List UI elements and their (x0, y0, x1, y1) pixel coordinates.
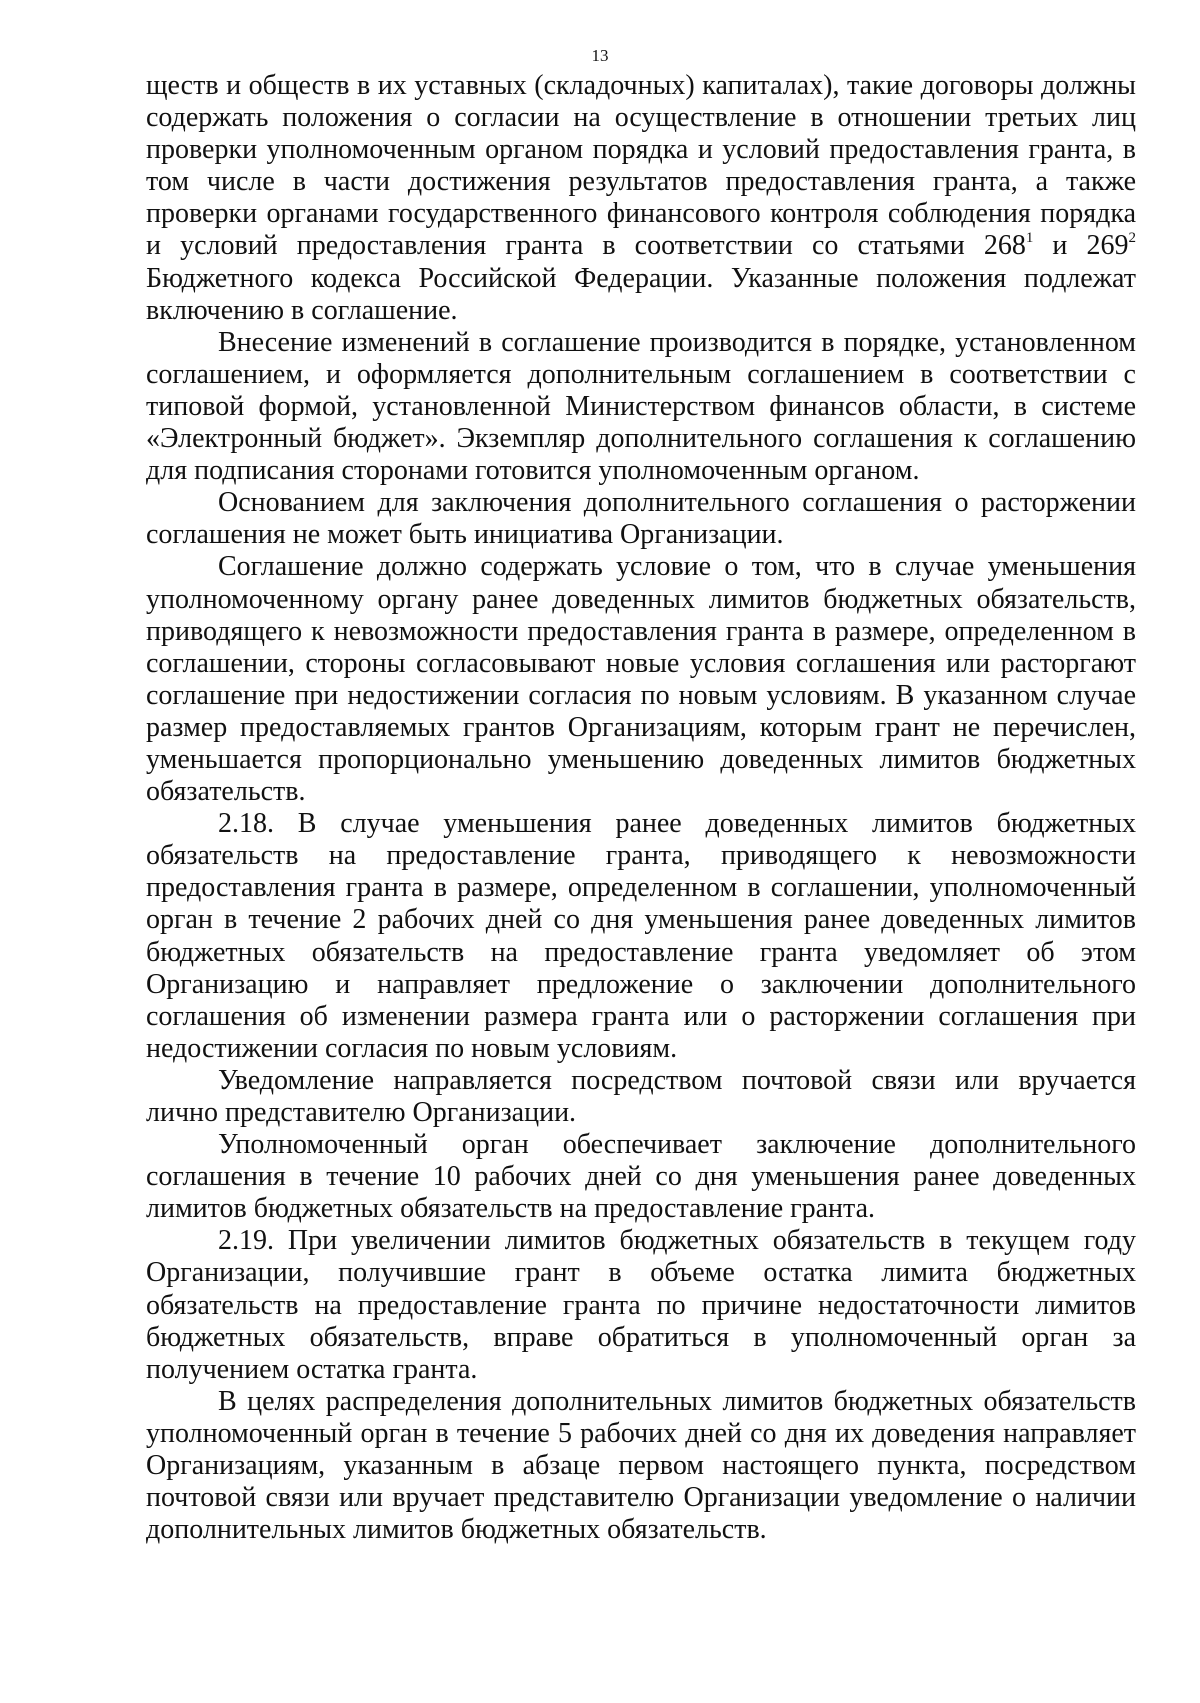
page-number: 13 (591, 46, 609, 65)
paragraph-1 (146, 70, 1136, 327)
paragraph-1-text-middle: и 269 (1033, 230, 1129, 262)
document-body (146, 70, 1136, 1546)
paragraph-2: Внесение изменений в соглашение производится в порядке, установленном соглашением, и оформляется дополнительным соглашением в соответствии с типовой формой, установленной Министерством финансов области, в системе «Электронный бюджет». Экземпляр дополнительного соглашения к соглашению для подписания сторонами готовится уполномоченным органом. (146, 326, 1136, 487)
paragraph-7: Уполномоченный орган обеспечивает заключение дополнительного соглашения в течение 10 рабочих дней со дня уменьшения ранее доведенных лимитов бюджетных обязательств на предоставление гранта. (146, 1129, 1136, 1225)
paragraph-3: Основанием для заключения дополнительного соглашения о расторжении соглашения не может быть инициатива Организации. (146, 487, 1136, 551)
article-268-superscript: 1 (1025, 230, 1034, 247)
paragraph-1-text-end: Бюджетного кодекса Российской Федерации. Указанные положения подлежат включению в соглашение. (146, 262, 1136, 326)
paragraph-8: 2.19. При увеличении лимитов бюджетных обязательств в текущем году Организации, получившие грант в объеме остатка лимита бюджетных обязательств на предоставление гранта по причине недостаточности лимитов бюджетных обязательств, вправе обратиться в уполномоченный орган за получением остатка гранта. (146, 1225, 1136, 1385)
paragraph-1-text-start: ществ и обществ в их уставных (складочных) капиталах), такие договоры должны содержать положения о согласии на осуществление в отношении третьих лиц проверки уполномоченным органом порядка и условий предоставления гранта, в том числе в части достижения результатов предоставления гранта, а также проверки органами государственного финансового контроля соблюдения порядка и условий предоставления гранта в соответствии со статьями 268 (146, 70, 1136, 262)
paragraph-4: Соглашение должно содержать условие о том, что в случае уменьшения уполномоченному органу ранее доведенных лимитов бюджетных обязательств, приводящего к невозможности предоставления гранта в размере, определенном в соглашении, стороны согласовывают новые условия соглашения или расторгают соглашение при недостижении согласия по новым условиям. В указанном случае размер предоставляемых грантов Организациям, которым грант не перечислен, уменьшается пропорционально уменьшению доведенных лимитов бюджетных обязательств. (146, 551, 1136, 808)
paragraph-6: Уведомление направляется посредством почтовой связи или вручается лично представителю Организации. (146, 1064, 1136, 1128)
paragraph-5: 2.18. В случае уменьшения ранее доведенных лимитов бюджетных обязательств на предоставление гранта, приводящего к невозможности предоставления гранта в размере, определенном в соглашении, уполномоченный орган в течение 2 рабочих дней со дня уменьшения ранее доведенных лимитов бюджетных обязательств на предоставление гранта уведомляет об этом Организацию и направляет предложение о заключении дополнительного соглашения об изменении размера гранта или о расторжении соглашения при недостижении согласия по новым условиям. (146, 808, 1136, 1064)
paragraph-9: В целях распределения дополнительных лимитов бюджетных обязательств уполномоченный орган в течение 5 рабочих дней со дня их доведения направляет Организациям, указанным в абзаце первом настоящего пункта, посредством почтовой связи или вручает представителю Организации уведомление о наличии дополнительных лимитов бюджетных обязательств. (146, 1385, 1136, 1546)
article-269-superscript: 2 (1128, 230, 1136, 247)
